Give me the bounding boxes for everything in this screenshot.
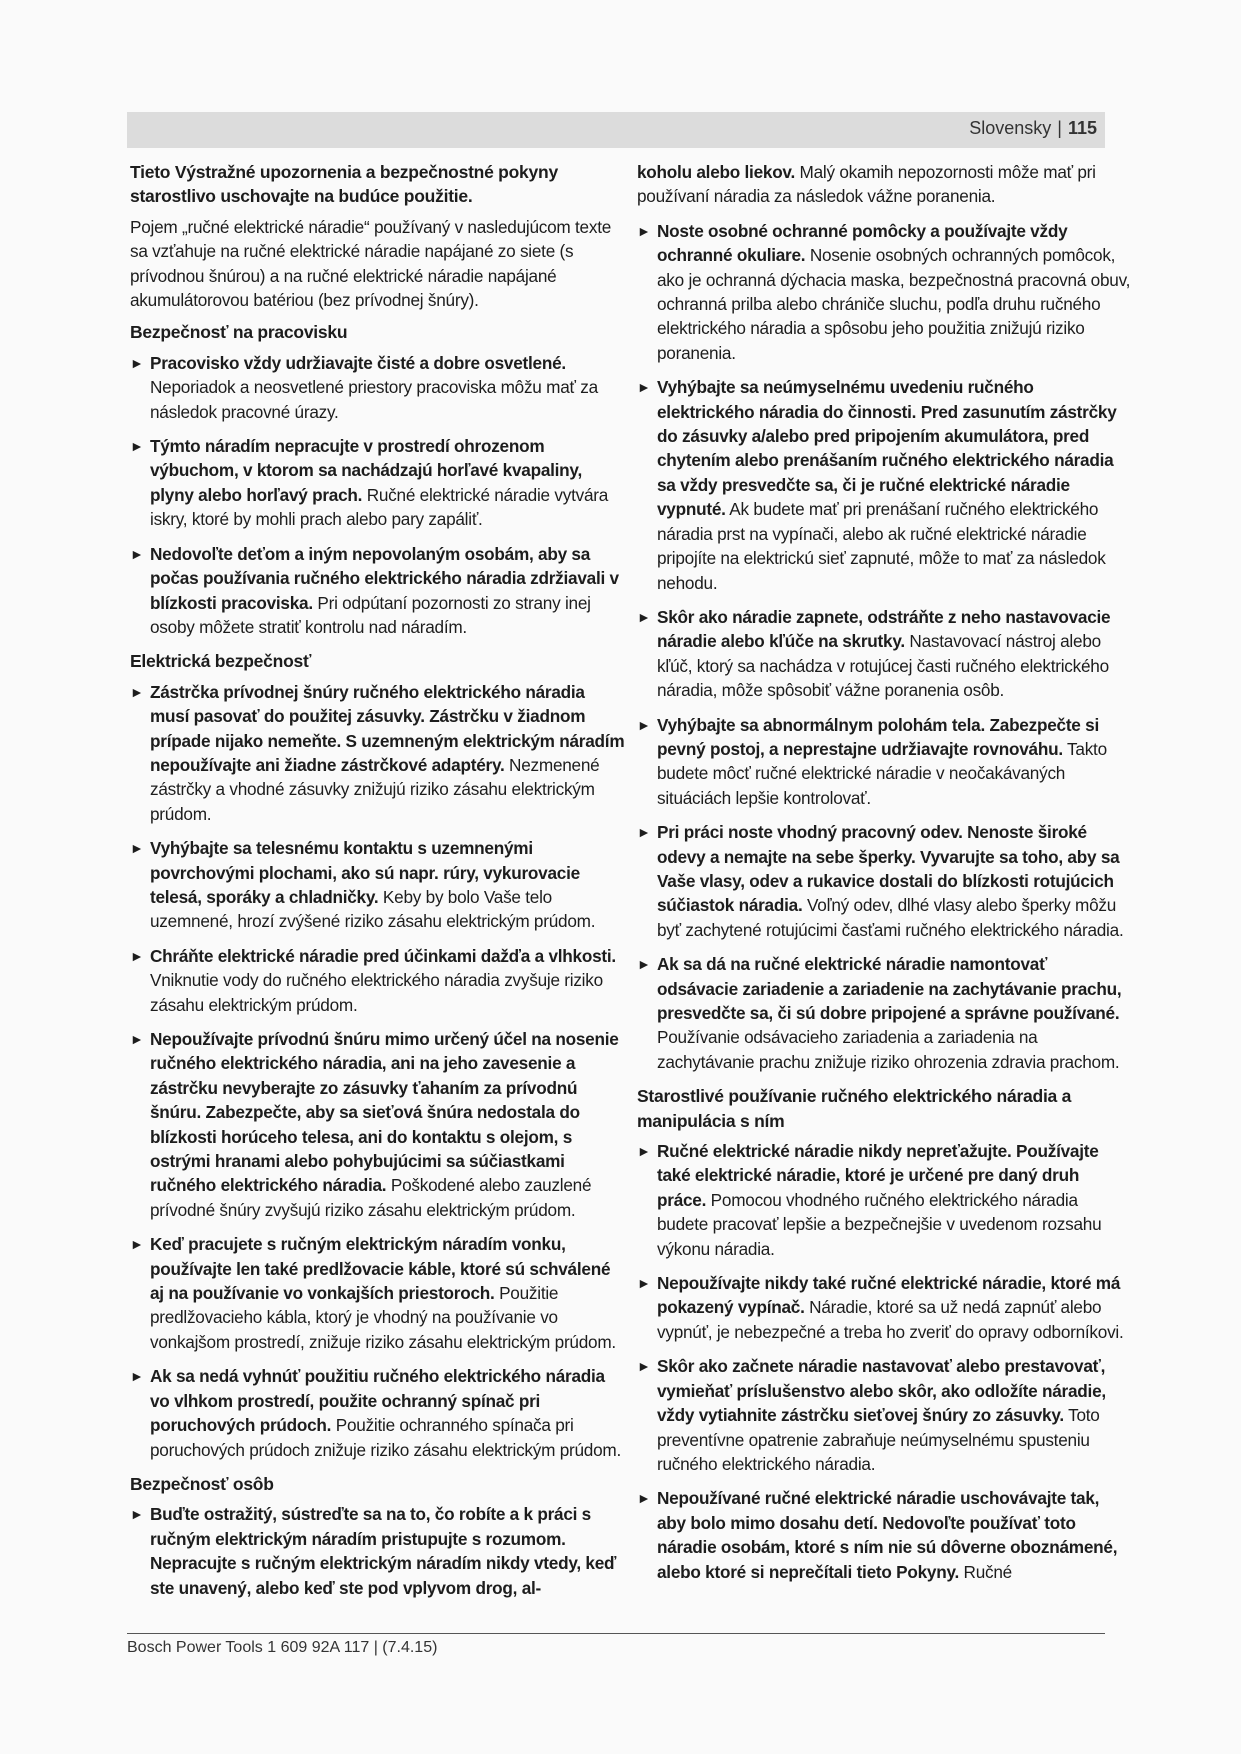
item-text: Pri odpútaní pozornosti zo strany inej osoby môžete stratiť kontrolu nad náradím.	[150, 592, 591, 637]
header-band	[127, 112, 1105, 148]
bullet-triangle-icon: ►	[637, 956, 651, 973]
item-text: Toto preventívne opatrenie zabraňuje neúmyselnému spusteniu ručného elektrického náradia.	[657, 1405, 1100, 1474]
list-item	[637, 952, 1132, 1074]
continuation-bold: koholu alebo liekov.	[637, 162, 795, 182]
bullet-triangle-icon: ►	[637, 1143, 651, 1160]
list-item	[637, 605, 1132, 703]
list-item	[637, 1354, 1132, 1476]
list-item	[637, 1271, 1132, 1344]
continuation-paragraph	[637, 160, 1132, 209]
item-bold-text: Pri práci noste vhodný pracovný odev. Nenoste široké odevy a nemajte na sebe šperky. Vyvarujte sa toho, aby sa Vaše vlasy, odev a rukavice dostali do blízkosti rotujúcich súčiastok náradia.	[657, 822, 1120, 916]
list-item	[637, 1486, 1132, 1584]
item-text: Ručné	[959, 1561, 1012, 1582]
item-bold-text: Noste osobné ochranné pomôcky a používajte vždy ochranné okuliare.	[657, 220, 1068, 266]
continuation-text: Malý okamih nepozornosti môže mať pri používaní náradia za následok vážne poranenia.	[637, 162, 1096, 207]
header-separator: |	[1057, 118, 1062, 138]
right-items-b	[637, 1139, 1132, 1584]
list-item	[130, 680, 625, 826]
item-text: Používanie odsávacieho zariadenia a zariadenia na zachytávanie prachu znižuje riziko ohrozenia zdravia prachom.	[657, 1027, 1120, 1072]
item-bold-text: Nepoužívajte nikdy také ručné elektrické náradie, ktoré má pokazený vypínač.	[657, 1273, 1121, 1318]
item-text: Náradie, ktoré sa už nedá zapnúť alebo vypnúť, je nebezpečné a treba ho zveriť do opravy odborníkovi.	[657, 1297, 1124, 1342]
page-number: 115	[1067, 118, 1097, 138]
left-column	[130, 160, 625, 1610]
item-bold-text: Ak sa dá na ručné elektrické náradie namontovať odsávacie zariadenie a zariadenie na zachytávanie prachu, presvedčte sa, či sú dobre pripojené a správne používané.	[657, 954, 1122, 1023]
item-bold-text: Nepoužívajte prívodnú šnúru mimo určený účel na nosenie ručného elektrického náradia, ani na jeho zavesenie a zástrčku nevyberajte zo zásuvky ťahaním za prívodnú šnúru. Zabezpečte, aby sa sieťová šnúra nedostala do blízkosti horúceho telesa, ani do kontaktu s olejom, s ostrými hranami alebo pohybujúcimi sa súčiastkami ručného elektrického náradia.	[150, 1029, 619, 1196]
item-text: Poškodené alebo zauzlené prívodné šnúry zvyšujú riziko zásahu elektrickým prúdom.	[150, 1175, 592, 1220]
intro-heading: Tieto Výstražné upozornenia a bezpečnostné pokyny starostlivo uschovajte na budúce použitie.	[130, 162, 558, 207]
right-column	[637, 160, 1132, 1594]
list-item	[130, 836, 625, 934]
item-text: Nezmenené zástrčky a vhodné zásuvky znižujú riziko zásahu elektrickým prúdom.	[150, 754, 600, 824]
bullet-triangle-icon: ►	[130, 1236, 144, 1253]
list-item	[130, 1502, 625, 1600]
list-item	[637, 820, 1132, 942]
item-bold-text: Týmto náradím nepracujte v prostredí ohrozenom výbuchom, v ktorom sa nachádzajú horľavé kvapaliny, plyny alebo horľavý prach.	[150, 436, 582, 505]
intro-paragraph: Pojem „ručné elektrické náradie“ používaný v nasledujúcom texte sa vzťahuje na ručné elektrické náradie napájané zo siete (s prívodnou šnúrou) a na ručné elektrické náradie napájané akumulátorovou batériou (bez prívodnej šnúry).	[130, 216, 612, 311]
item-bold-text: Keď pracujete s ručným elektrickým náradím vonku, používajte len také predlžovacie káble, ktoré sú schválené aj na používanie vo vonkajších priestoroch.	[150, 1234, 611, 1304]
item-text: Ručné elektrické náradie vytvára iskry, ktoré by mohli prach alebo pary zapáliť.	[150, 484, 609, 530]
item-text: Neporiadok a neosvetlené priestory pracoviska môžu mať za následok pracovné úrazy.	[150, 377, 598, 422]
item-bold-text: Pracovisko vždy udržiavajte čisté a dobre osvetlené.	[150, 352, 566, 373]
item-text: Keby by bolo Vaše telo uzemnené, hrozí zvýšené riziko zásahu elektrickým prúdom.	[150, 886, 596, 932]
page-header	[969, 118, 1097, 139]
section-heading: Bezpečnosť osôb	[130, 1473, 274, 1494]
section-heading: Bezpečnosť na pracovisku	[130, 322, 348, 343]
bullet-triangle-icon: ►	[637, 379, 651, 396]
item-bold-text: Chráňte elektrické náradie pred účinkami dažďa a vlhkosti.	[150, 945, 616, 966]
list-item	[130, 351, 625, 424]
item-text: Takto budete môcť ručné elektrické náradie v neočakávaných situáciách lepšie kontrolovať.	[657, 738, 1107, 808]
item-text: Nosenie osobných ochranných pomôcok, ako je ochranná dýchacia maska, bezpečnostná pracovná obuv, ochranná prilba alebo chrániče sluchu, podľa druhu ručného elektrického náradia a spôsobu jeho použitia znižujú riziko poranenia.	[657, 245, 1131, 363]
bullet-triangle-icon: ►	[130, 1368, 144, 1385]
item-bold-text: Skôr ako začnete náradie nastavovať alebo prestavovať, vymieňať príslušenstvo alebo skôr, ako odložíte náradie, vždy vytiahnite zástrčku sieťovej šnúry zo zásuvky.	[657, 1356, 1106, 1426]
item-text: Nastavovací nástroj alebo kľúč, ktorý sa nachádza v rotujúcej časti ručného elektrického náradia, môže spôsobiť vážne poranenia osôb.	[657, 631, 1109, 701]
item-bold-text: Vyhýbajte sa abnormálnym polohám tela. Zabezpečte si pevný postoj, a neprestajne udržiavajte rovnováhu.	[657, 714, 1099, 759]
footer-rule	[127, 1633, 1105, 1634]
bullet-triangle-icon: ►	[130, 1031, 144, 1047]
left-sections	[130, 320, 625, 1600]
bullet-triangle-icon: ►	[130, 840, 144, 857]
bullet-triangle-icon: ►	[637, 716, 651, 733]
item-bold-text: Ručné elektrické náradie nikdy nepreťažujte. Používajte také elektrické náradie, ktoré je určené pre daný druh práce.	[657, 1141, 1099, 1210]
bullet-triangle-icon: ►	[130, 1506, 144, 1523]
list-item	[130, 542, 625, 640]
list-item	[637, 219, 1132, 365]
header-language: Slovensky	[969, 118, 1052, 138]
item-bold-text: Ak sa nedá vyhnúť použitiu ručného elektrického náradia vo vlhkom prostredí, použite ochranný spínač pri poruchových prúdoch.	[150, 1366, 605, 1436]
item-bold-text: Vyhýbajte sa telesnému kontaktu s uzemnenými povrchovými plochami, ako sú napr. rúry, vykurovacie telesá, sporáky a chladničky.	[150, 838, 580, 907]
list-item	[130, 1027, 625, 1222]
item-text: Voľný odev, dlhé vlasy alebo šperky môžu byť zachytené rotujúcimi časťami ručného elektrického náradia.	[657, 895, 1124, 940]
item-bold-text: Zástrčka prívodnej šnúry ručného elektrického náradia musí pasovať do použitej zásuvky. Zástrčku v žiadnom prípade nijako nemeňte. S uzemneným elektrickým náradím nepoužívajte ani žiadne zástrčkové adaptéry.	[150, 681, 625, 775]
item-text: Pomocou vhodného ručného elektrického náradia budete pracovať lepšie a bezpečnejšie v uvedenom rozsahu výkonu náradia.	[657, 1189, 1102, 1259]
list-item	[130, 434, 625, 532]
item-text: Ak budete mať pri prenášaní ručného elektrického náradia prst na vypínači, alebo ak ručné elektrické náradie pripojíte na elektrickú sieť zapnuté, môže to mať za následok nehodu.	[657, 499, 1106, 593]
list-item	[130, 1232, 625, 1354]
bullet-triangle-icon: ►	[130, 438, 144, 455]
list-item	[637, 1139, 1132, 1261]
item-bold-text: Buďte ostražitý, sústreďte sa na to, čo robíte a k práci s ručným elektrickým náradím pristupujte s rozumom. Nepracujte s ručným elektrickým náradím nikdy vtedy, keď ste unavený, alebo keď ste pod vplyvom drog, al-	[150, 1504, 617, 1598]
section-heading: Elektrická bezpečnosť	[130, 651, 312, 672]
list-item	[637, 713, 1132, 811]
list-item	[130, 1364, 625, 1462]
bullet-triangle-icon: ►	[637, 1358, 651, 1375]
item-text: Použitie predlžovacieho kábla, ktorý je vhodný na používanie vo vonkajšom prostredí, znižuje riziko zásahu elektrickým prúdom.	[150, 1283, 616, 1352]
item-bold-text: Vyhýbajte sa neúmyselnému uvedeniu ručného elektrického náradia do činnosti. Pred zasunutím zástrčky do zásuvky a/alebo pred pripojením akumulátora, pred chytením alebo prenášaním ručného elektrického náradia sa vždy presvedčte sa, či je ručné elektrické náradie vypnuté.	[657, 377, 1117, 520]
list-item	[637, 375, 1132, 595]
item-bold-text: Nepoužívané ručné elektrické náradie uschovávajte tak, aby bolo mimo dosahu detí. Nedovoľte používať toto náradie osobám, ktoré s ním nie sú dôverne oboznámené, alebo ktoré si neprečítali tieto Pokyny.	[657, 1488, 1118, 1582]
bullet-triangle-icon: ►	[130, 354, 144, 371]
bullet-triangle-icon: ►	[130, 683, 144, 700]
item-text: Použitie ochranného spínača pri poruchových prúdoch znižuje riziko zásahu elektrickým prúdom.	[150, 1415, 621, 1460]
bullet-triangle-icon: ►	[637, 608, 651, 625]
list-item	[130, 944, 625, 1017]
page-footer: Bosch Power Tools 1 609 92A 117 | (7.4.15)	[127, 1639, 438, 1656]
item-text: Vniknutie vody do ručného elektrického náradia zvyšuje riziko zásahu elektrickým prúdom.	[150, 970, 603, 1015]
right-items-a	[637, 219, 1132, 1074]
bullet-triangle-icon: ►	[637, 824, 651, 841]
item-bold-text: Skôr ako náradie zapnete, odstráňte z neho nastavovacie náradie alebo kľúče na skrutky.	[657, 606, 1111, 652]
bullet-triangle-icon: ►	[637, 1490, 651, 1507]
section-heading-careful-use: Starostlivé používanie ručného elektrického náradia a manipulácia s ním	[637, 1086, 1072, 1131]
item-bold-text: Nedovoľte deťom a iným nepovolaným osobám, aby sa počas používania ručného elektrického náradia zdržiavali v blízkosti pracoviska.	[150, 543, 619, 613]
bullet-triangle-icon: ►	[637, 222, 651, 239]
bullet-triangle-icon: ►	[130, 545, 144, 562]
bullet-triangle-icon: ►	[637, 1275, 651, 1292]
bullet-triangle-icon: ►	[130, 947, 144, 964]
